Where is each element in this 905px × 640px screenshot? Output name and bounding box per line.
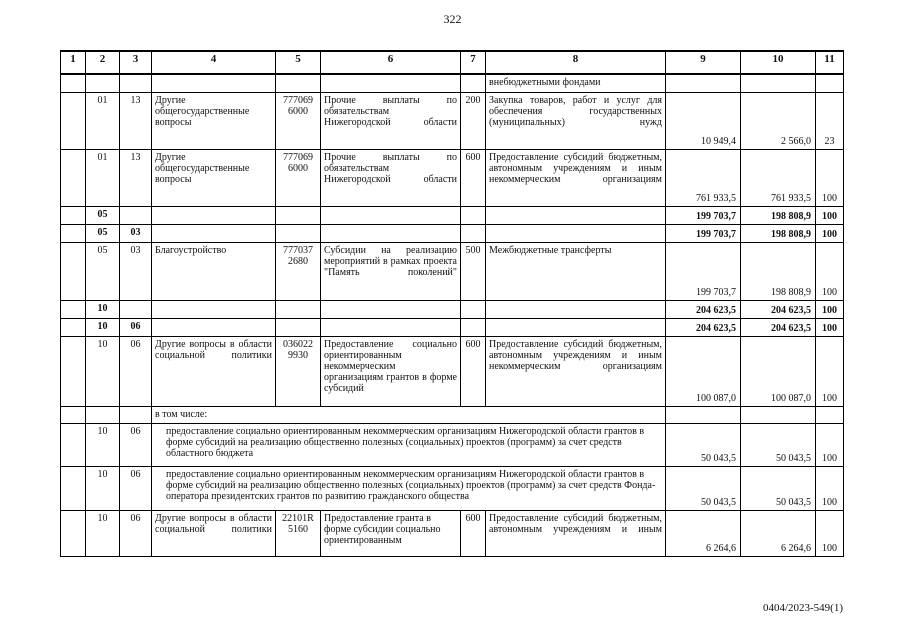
table-row xyxy=(61,318,844,336)
cell-section: 01 xyxy=(86,149,120,206)
cell-section: 05 xyxy=(86,206,120,224)
cell-subsection: 06 xyxy=(120,318,152,336)
cell-actual: 198 808,9 xyxy=(741,224,816,242)
cell-percent: 100 xyxy=(816,300,844,318)
cell-percent: 100 xyxy=(816,149,844,206)
cell-percent: 100 xyxy=(816,224,844,242)
cell-expense-type: Межбюджетные трансферты xyxy=(486,242,666,300)
cell-subsection: 06 xyxy=(120,423,152,466)
table-row xyxy=(61,423,844,466)
cell-plan: 6 264,6 xyxy=(666,510,741,556)
cell-target-name: Предоставление социально ориентированным некоммерческим организациям грантов в форме субсидий xyxy=(321,336,461,406)
cell-plan: 204 623,5 xyxy=(666,318,741,336)
cell-section: 01 xyxy=(86,92,120,149)
cell-subsection: 13 xyxy=(120,92,152,149)
cell-actual: 100 087,0 xyxy=(741,336,816,406)
cell-subsection: 06 xyxy=(120,510,152,556)
table-row xyxy=(61,336,844,406)
cell-section: 10 xyxy=(86,300,120,318)
cell-target-name: Предоставление гранта в форме субсидии социально ориентированным xyxy=(321,510,461,556)
cell-name: Благоустройство xyxy=(152,242,276,300)
cell-percent: 100 xyxy=(816,318,844,336)
cell-actual: 2 566,0 xyxy=(741,92,816,149)
cell-expense-type: Предоставление субсидий бюджетным, автономным учреждениям и иным некоммерческим организациям xyxy=(486,149,666,206)
cell-plan: 50 043,5 xyxy=(666,466,741,510)
table-row xyxy=(61,300,844,318)
table-row xyxy=(61,224,844,242)
cell-actual: 50 043,5 xyxy=(741,466,816,510)
cell-subsection: 03 xyxy=(120,242,152,300)
header-row xyxy=(61,51,844,74)
cell-plan: 199 703,7 xyxy=(666,206,741,224)
cell-expense-type: Закупка товаров, работ и услуг для обеспечения государственных (муниципальных) нужд xyxy=(486,92,666,149)
cell-percent: 100 xyxy=(816,466,844,510)
cell-expense-type: внебюджетными фондами xyxy=(486,74,666,92)
table-row xyxy=(61,92,844,149)
cell-description: предоставление социально ориентированным некоммерческим организациям Нижегородской области грантов в форме субсидий на реализацию общественно полезных (социальных) проектов (программ) за счет средств Фонда-оператора президентских грантов по развитию гражданского общества xyxy=(152,466,666,510)
cell-subsection: 06 xyxy=(120,336,152,406)
document-code: 0404/2023-549(1) xyxy=(762,602,843,614)
cell-percent: 100 xyxy=(816,242,844,300)
cell-target-code: 22101R 5160 xyxy=(276,510,321,556)
cell-expense-type: Предоставление субсидий бюджетным, автономным учреждениям и иным xyxy=(486,510,666,556)
cell-section: 10 xyxy=(86,318,120,336)
cell-including-label: в том числе: xyxy=(152,406,666,423)
cell-target-code: 036022 9930 xyxy=(276,336,321,406)
cell-description: предоставление социально ориентированным некоммерческим организациям Нижегородской области грантов в форме субсидий на реализацию общественно полезных (социальных) проектов (программ) за счет средств областного бюджета xyxy=(152,423,666,466)
cell-actual: 198 808,9 xyxy=(741,242,816,300)
cell-actual: 198 808,9 xyxy=(741,206,816,224)
header-cell: 9 xyxy=(666,51,741,74)
cell-expense-code: 200 xyxy=(461,92,486,149)
cell-plan: 10 949,4 xyxy=(666,92,741,149)
cell-target-code: 777069 6000 xyxy=(276,92,321,149)
table-row xyxy=(61,466,844,510)
cell-expense-code: 600 xyxy=(461,510,486,556)
header-cell: 7 xyxy=(461,51,486,74)
cell-section: 05 xyxy=(86,224,120,242)
table-row xyxy=(61,510,844,556)
page-number: 322 xyxy=(443,12,462,26)
table-row xyxy=(61,149,844,206)
cell-plan: 50 043,5 xyxy=(666,423,741,466)
cell-section: 10 xyxy=(86,510,120,556)
cell-expense-type: Предоставление субсидий бюджетным, автономным учреждениям и иным некоммерческим организациям xyxy=(486,336,666,406)
cell-expense-code: 600 xyxy=(461,149,486,206)
cell-section: 05 xyxy=(86,242,120,300)
cell-percent: 23 xyxy=(816,92,844,149)
cell-target-code: 777069 6000 xyxy=(276,149,321,206)
cell-plan: 761 933,5 xyxy=(666,149,741,206)
header-cell: 11 xyxy=(816,51,844,74)
cell-name: Другие общегосударственные вопросы xyxy=(152,92,276,149)
cell-percent: 100 xyxy=(816,206,844,224)
cell-actual: 204 623,5 xyxy=(741,300,816,318)
cell-target-name: Субсидии на реализацию мероприятий в рамках проекта "Память поколений" xyxy=(321,242,461,300)
cell-section: 10 xyxy=(86,466,120,510)
cell-target-name: Прочие выплаты по обязательствам Нижегородской области xyxy=(321,92,461,149)
cell-plan: 199 703,7 xyxy=(666,242,741,300)
header-cell: 4 xyxy=(152,51,276,74)
cell-actual: 761 933,5 xyxy=(741,149,816,206)
header-cell: 5 xyxy=(276,51,321,74)
cell-plan: 204 623,5 xyxy=(666,300,741,318)
cell-name: Другие общегосударственные вопросы xyxy=(152,149,276,206)
cell-section: 10 xyxy=(86,336,120,406)
cell-plan: 100 087,0 xyxy=(666,336,741,406)
header-cell: 1 xyxy=(61,51,86,74)
table-row xyxy=(61,74,844,92)
header-cell: 6 xyxy=(321,51,461,74)
cell-target-code: 777037 2680 xyxy=(276,242,321,300)
header-cell: 10 xyxy=(741,51,816,74)
cell-target-name: Прочие выплаты по обязательствам Нижегородской области xyxy=(321,149,461,206)
cell-name: Другие вопросы в области социальной политики xyxy=(152,336,276,406)
cell-expense-code: 500 xyxy=(461,242,486,300)
cell-subsection: 13 xyxy=(120,149,152,206)
cell-percent: 100 xyxy=(816,336,844,406)
table-row xyxy=(61,406,844,423)
cell-name: Другие вопросы в области социальной политики xyxy=(152,510,276,556)
cell-actual: 204 623,5 xyxy=(741,318,816,336)
cell-actual: 50 043,5 xyxy=(741,423,816,466)
header-cell: 3 xyxy=(120,51,152,74)
cell-section: 10 xyxy=(86,423,120,466)
cell-subsection: 06 xyxy=(120,466,152,510)
budget-table xyxy=(60,50,844,557)
cell-plan: 199 703,7 xyxy=(666,224,741,242)
header-cell: 8 xyxy=(486,51,666,74)
cell-percent: 100 xyxy=(816,510,844,556)
header-cell: 2 xyxy=(86,51,120,74)
cell-percent: 100 xyxy=(816,423,844,466)
table-row xyxy=(61,242,844,300)
cell-expense-code: 600 xyxy=(461,336,486,406)
cell-actual: 6 264,6 xyxy=(741,510,816,556)
table-row xyxy=(61,206,844,224)
cell-subsection: 03 xyxy=(120,224,152,242)
